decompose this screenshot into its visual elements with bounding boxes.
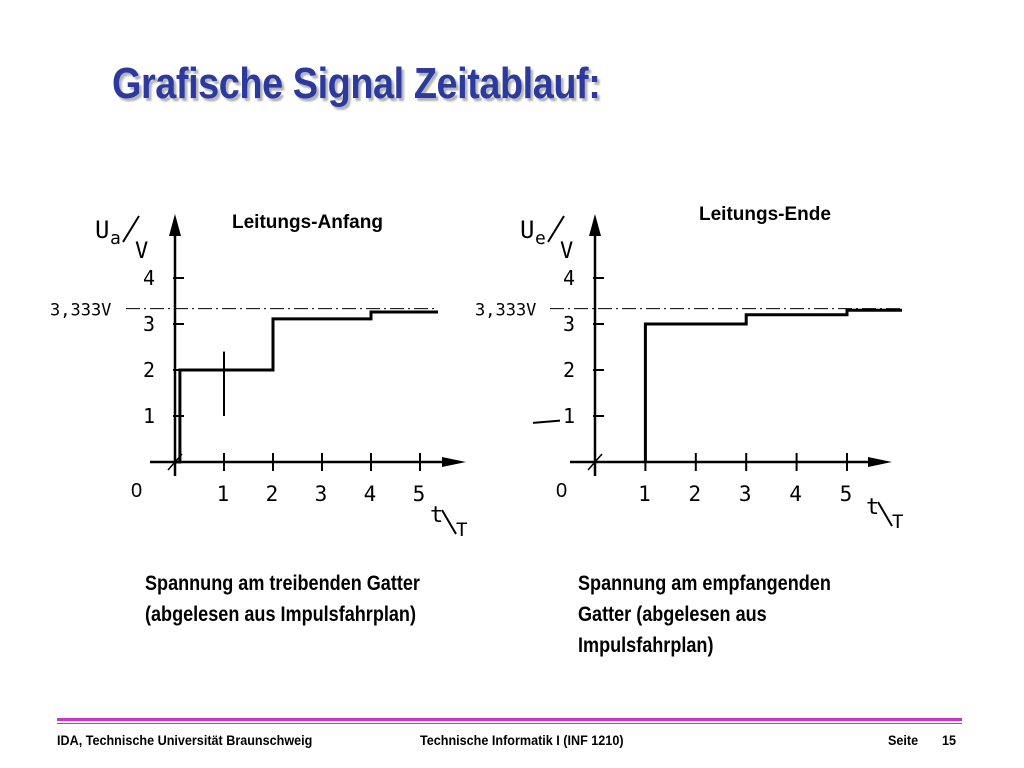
chart1-y-label-sub: a xyxy=(110,228,121,249)
chart2-y-tick-label: 2 xyxy=(562,358,576,382)
chart1-series-line xyxy=(175,312,438,462)
caption-left-line: (abgelesen aus Impulsfahrplan) xyxy=(145,603,416,626)
chart2-reference-label: 3,333V xyxy=(475,300,537,321)
chart1-x-tick-label: 5 xyxy=(412,482,426,506)
chart2-y-tick-label: 3 xyxy=(562,312,576,336)
chart2-y-axis-arrow xyxy=(589,214,601,236)
chart2-title: Leitungs-Ende xyxy=(699,204,831,225)
chart1-y-tick-label: 3 xyxy=(142,312,156,336)
chart2-x-tick-label: 1 xyxy=(638,482,651,506)
chart2-y-label-unit: V xyxy=(560,239,574,264)
caption-left xyxy=(145,568,420,630)
footer-course: Technische Informatik I (INF 1210) xyxy=(420,732,624,748)
footer-divider-thin xyxy=(57,723,962,724)
chart1-x-label-slash xyxy=(442,510,456,534)
chart1-reference-label: 3,333V xyxy=(50,300,112,321)
chart2-x-label-slash xyxy=(878,502,892,526)
chart2-y-label-sub: e xyxy=(535,228,546,249)
chart1-x-tick-label: 3 xyxy=(314,482,328,506)
chart1-x-axis-arrow xyxy=(442,457,466,467)
chart1-y-label-unit: V xyxy=(135,239,149,264)
caption-right xyxy=(578,568,831,661)
chart1-y-axis-arrow xyxy=(169,214,181,236)
chart2-y-tick-label: 1 xyxy=(562,404,576,428)
footer-institution: IDA, Technische Universität Braunschweig xyxy=(57,732,313,748)
chart1-x-tick-label: 2 xyxy=(265,482,279,506)
chart1-title: Leitungs-Anfang xyxy=(232,212,383,233)
chart2-x-tick-label: 4 xyxy=(789,482,802,506)
caption-right-line: Gatter (abgelesen aus xyxy=(578,603,767,626)
chart1-y-tick-label: 1 xyxy=(142,404,156,428)
chart2-x-tick-label: 2 xyxy=(688,482,702,506)
footer-page-label: Seite xyxy=(888,732,919,748)
chart2-series-line xyxy=(645,310,902,462)
chart1-x-tick-label: 1 xyxy=(216,482,230,506)
footer-divider-thick xyxy=(57,718,962,721)
chart2-y-tick-label: 4 xyxy=(562,266,576,290)
caption-right-line: Impulsfahrplan) xyxy=(578,634,714,657)
chart1-x-label-unit: T xyxy=(456,519,468,541)
chart1-origin-label: 0 xyxy=(131,480,143,502)
footer-page-number: 15 xyxy=(942,732,957,748)
chart2-y-label-main: U xyxy=(520,216,535,244)
chart1-x-tick-label: 4 xyxy=(363,482,377,506)
chart2-x-axis-arrow xyxy=(868,457,892,467)
chart1-y-tick-label: 4 xyxy=(142,266,156,290)
chart2-x-label-main: t xyxy=(866,495,880,520)
slide-title: Grafische Signal Zeitablauf: xyxy=(112,59,601,108)
caption-right-line: Spannung am empfangenden xyxy=(578,572,831,595)
chart1-x-label-main: t xyxy=(430,503,444,528)
chart1-y-tick-label: 2 xyxy=(142,358,156,382)
chart2-x-tick-label: 5 xyxy=(839,482,853,506)
caption-left-line: Spannung am treibenden Gatter xyxy=(145,572,420,595)
chart1-y-label-main: U xyxy=(95,216,110,244)
chart2-x-label-unit: T xyxy=(892,511,904,533)
chart2-stray-mark xyxy=(533,421,560,423)
chart2-origin-label: 0 xyxy=(556,480,568,502)
chart2-x-tick-label: 3 xyxy=(738,482,752,506)
